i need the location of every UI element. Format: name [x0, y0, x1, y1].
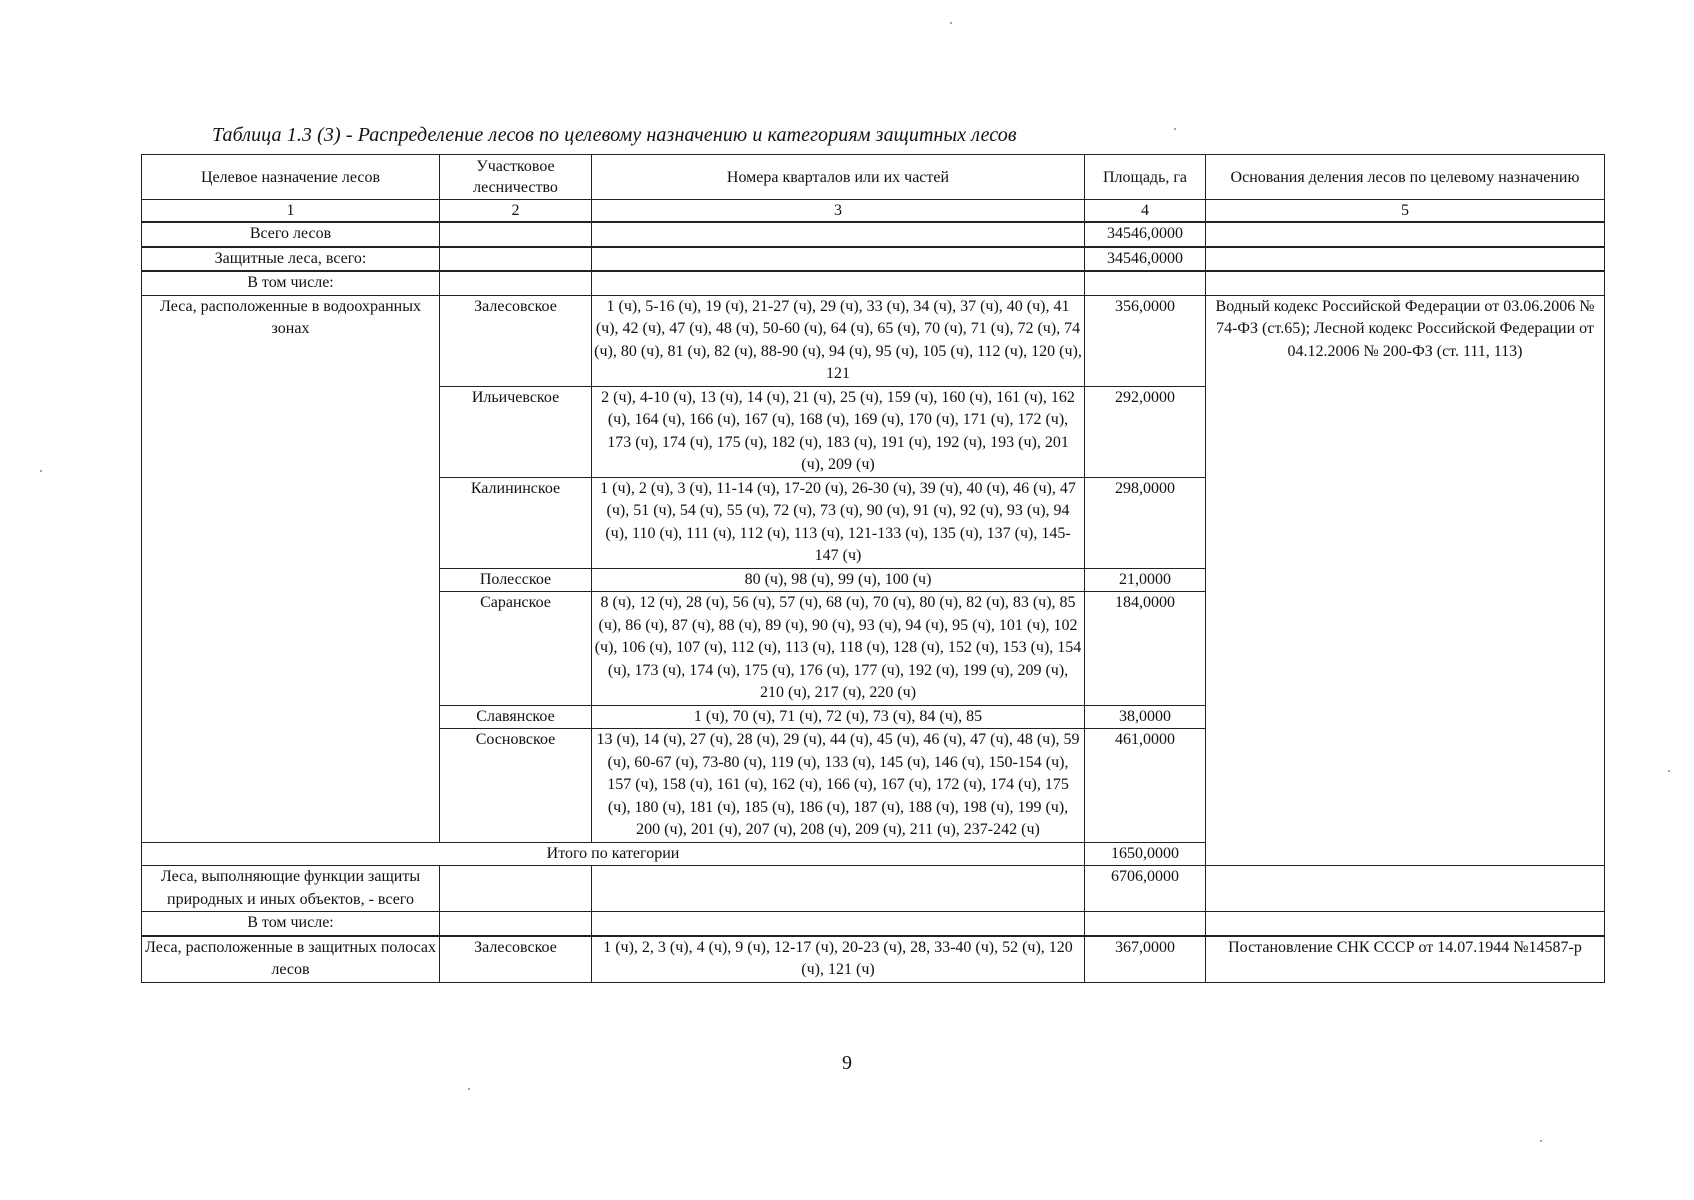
quarters-list: 1 (ч), 70 (ч), 71 (ч), 72 (ч), 73 (ч), 84 (ч), 85	[592, 705, 1085, 729]
forestry-name: Ильичевское	[440, 386, 592, 477]
row-label: Всего лесов	[142, 222, 440, 247]
table-row-protective	[142, 247, 1605, 272]
area-value: 34546,0000	[1085, 222, 1206, 247]
empty-cell	[592, 866, 1085, 912]
column-number: 5	[1206, 200, 1605, 223]
area-value: 38,0000	[1085, 705, 1206, 729]
table-row-strips	[142, 936, 1605, 983]
table-row-including	[142, 271, 1605, 295]
empty-cell	[440, 271, 592, 295]
quarters-list: 80 (ч), 98 (ч), 99 (ч), 100 (ч)	[592, 568, 1085, 592]
empty-cell	[440, 866, 592, 912]
forestry-name: Славянское	[440, 705, 592, 729]
empty-cell	[1206, 912, 1605, 936]
header-purpose: Целевое назначение лесов	[142, 155, 440, 200]
empty-cell	[1085, 271, 1206, 295]
table-row-water-zone	[142, 295, 1605, 386]
table-row-including	[142, 912, 1605, 936]
forestry-name: Саранское	[440, 592, 592, 706]
scan-speck	[468, 1088, 470, 1090]
legal-basis: Постановление СНК СССР от 14.07.1944 №14587-р	[1206, 936, 1605, 983]
forest-distribution-table	[141, 154, 1605, 983]
forestry-name: Залесовское	[440, 295, 592, 386]
empty-cell	[592, 222, 1085, 247]
empty-cell	[592, 271, 1085, 295]
row-label: Леса, расположенные в водоохранных зонах	[142, 295, 440, 842]
area-value: 34546,0000	[1085, 247, 1206, 272]
empty-cell	[1206, 222, 1605, 247]
row-label: В том числе:	[142, 271, 440, 295]
table-header-row	[142, 155, 1605, 200]
column-number: 2	[440, 200, 592, 223]
forestry-name: Полесское	[440, 568, 592, 592]
empty-cell	[592, 247, 1085, 272]
quarters-list: 1 (ч), 5-16 (ч), 19 (ч), 21-27 (ч), 29 (ч), 33 (ч), 34 (ч), 37 (ч), 40 (ч), 41 (ч), 42 (ч), 47 (ч), 48 (ч), 50-60 (ч), 64 (ч), 65 (ч), 70 (ч), 71 (ч), 72 (ч), 74 (ч), 80 (ч), 81 (ч), 82 (ч), 88-90 (ч), 94 (ч), 95 (ч), 105 (ч), 112 (ч), 120 (ч), 121	[592, 295, 1085, 386]
area-value: 298,0000	[1085, 477, 1206, 568]
table-row-total	[142, 222, 1605, 247]
row-label: Леса, выполняющие функции защиты природных и иных объектов, - всего	[142, 866, 440, 912]
scan-speck	[1668, 770, 1670, 772]
area-value: 367,0000	[1085, 936, 1206, 983]
area-value: 1650,0000	[1085, 842, 1206, 866]
column-number: 4	[1085, 200, 1206, 223]
forestry-name: Калининское	[440, 477, 592, 568]
quarters-list: 2 (ч), 4-10 (ч), 13 (ч), 14 (ч), 21 (ч), 25 (ч), 159 (ч), 160 (ч), 161 (ч), 162 (ч), 164 (ч), 166 (ч), 167 (ч), 168 (ч), 169 (ч), 170 (ч), 171 (ч), 172 (ч), 173 (ч), 174 (ч), 175 (ч), 182 (ч), 183 (ч), 191 (ч), 192 (ч), 193 (ч), 201 (ч), 209 (ч)	[592, 386, 1085, 477]
empty-cell	[1085, 912, 1206, 936]
area-value: 356,0000	[1085, 295, 1206, 386]
page-number: 9	[842, 1052, 852, 1074]
empty-cell	[440, 912, 592, 936]
header-quarters: Номера кварталов или их частей	[592, 155, 1085, 200]
quarters-list: 8 (ч), 12 (ч), 28 (ч), 56 (ч), 57 (ч), 68 (ч), 70 (ч), 80 (ч), 82 (ч), 83 (ч), 85 (ч), 86 (ч), 87 (ч), 88 (ч), 89 (ч), 90 (ч), 93 (ч), 94 (ч), 95 (ч), 101 (ч), 102 (ч), 106 (ч), 107 (ч), 112 (ч), 113 (ч), 118 (ч), 128 (ч), 152 (ч), 153 (ч), 154 (ч), 173 (ч), 174 (ч), 175 (ч), 176 (ч), 177 (ч), 192 (ч), 199 (ч), 209 (ч), 210 (ч), 217 (ч), 220 (ч)	[592, 592, 1085, 706]
area-value: 21,0000	[1085, 568, 1206, 592]
scan-speck	[950, 22, 952, 24]
table-row-protection-functions	[142, 866, 1605, 912]
area-value: 184,0000	[1085, 592, 1206, 706]
header-forestry: Участковое лесничество	[440, 155, 592, 200]
area-value: 6706,0000	[1085, 866, 1206, 912]
forestry-name: Сосновское	[440, 729, 592, 843]
empty-cell	[1206, 271, 1605, 295]
forestry-name: Залесовское	[440, 936, 592, 983]
empty-cell	[1206, 247, 1605, 272]
quarters-list: 1 (ч), 2, 3 (ч), 4 (ч), 9 (ч), 12-17 (ч), 20-23 (ч), 28, 33-40 (ч), 52 (ч), 120 (ч), 121 (ч)	[592, 936, 1085, 983]
column-number: 1	[142, 200, 440, 223]
table-caption: Таблица 1.3 (3) - Распределение лесов по целевому назначению и категориям защитных лесов	[212, 124, 1017, 146]
empty-cell	[1206, 866, 1605, 912]
header-area: Площадь, га	[1085, 155, 1206, 200]
scan-speck	[1174, 128, 1176, 130]
row-label: Итого по категории	[142, 842, 1085, 866]
area-value: 461,0000	[1085, 729, 1206, 843]
header-basis: Основания деления лесов по целевому назначению	[1206, 155, 1605, 200]
scan-speck	[1540, 1140, 1542, 1142]
row-label: Леса, расположенные в защитных полосах лесов	[142, 936, 440, 983]
empty-cell	[592, 912, 1085, 936]
row-label: Защитные леса, всего:	[142, 247, 440, 272]
empty-cell	[440, 247, 592, 272]
scan-speck	[40, 470, 42, 472]
column-number: 3	[592, 200, 1085, 223]
empty-cell	[440, 222, 592, 247]
column-number-row	[142, 200, 1605, 223]
area-value: 292,0000	[1085, 386, 1206, 477]
quarters-list: 1 (ч), 2 (ч), 3 (ч), 11-14 (ч), 17-20 (ч), 26-30 (ч), 39 (ч), 40 (ч), 46 (ч), 47 (ч), 51 (ч), 54 (ч), 55 (ч), 72 (ч), 73 (ч), 90 (ч), 91 (ч), 92 (ч), 93 (ч), 94 (ч), 110 (ч), 111 (ч), 112 (ч), 113 (ч), 121-133 (ч), 135 (ч), 137 (ч), 145-147 (ч)	[592, 477, 1085, 568]
quarters-list: 13 (ч), 14 (ч), 27 (ч), 28 (ч), 29 (ч), 44 (ч), 45 (ч), 46 (ч), 47 (ч), 48 (ч), 59 (ч), 60-67 (ч), 73-80 (ч), 119 (ч), 133 (ч), 145 (ч), 146 (ч), 150-154 (ч), 157 (ч), 158 (ч), 161 (ч), 162 (ч), 166 (ч), 167 (ч), 172 (ч), 174 (ч), 175 (ч), 180 (ч), 181 (ч), 185 (ч), 186 (ч), 187 (ч), 188 (ч), 198 (ч), 199 (ч), 200 (ч), 201 (ч), 207 (ч), 208 (ч), 209 (ч), 211 (ч), 237-242 (ч)	[592, 729, 1085, 843]
legal-basis: Водный кодекс Российской Федерации от 03.06.2006 № 74-ФЗ (ст.65); Лесной кодекс Российской Федерации от 04.12.2006 № 200-ФЗ (ст. 111, 113)	[1206, 295, 1605, 866]
row-label: В том числе:	[142, 912, 440, 936]
